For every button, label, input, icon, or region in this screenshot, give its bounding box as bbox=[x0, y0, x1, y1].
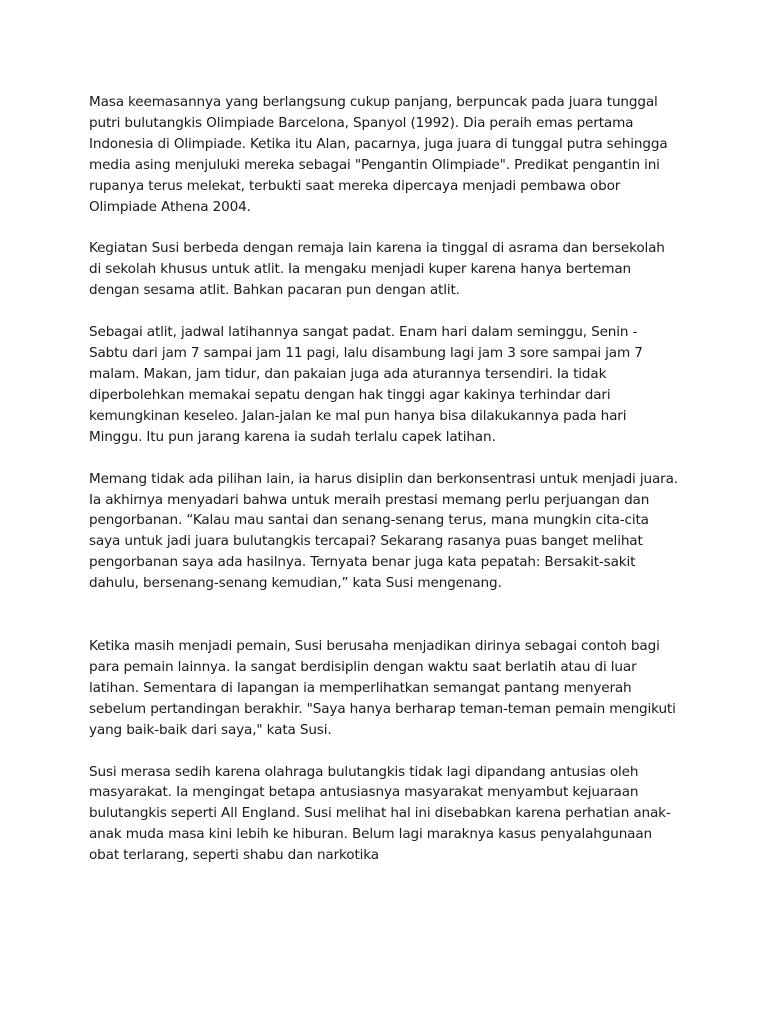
paragraph-3: Sebagai atlit, jadwal latihannya sangat padat. Enam hari dalam seminggu, Senin - Sabtu dari jam 7 sampai jam 11 pagi, lalu disambung lagi jam 3 sore sampai jam 7 malam. Makan, jam tidur, dan pakaian juga ada aturannya tersendiri. Ia tidak diperbolehkan memakai sepatu dengan hak tinggi agar kakinya terhindar dari kemungkinan keseleo. Jalan-jalan ke mal pun hanya bisa dilakukannya pada hari Minggu. Itu pun jarang karena ia sudah terlalu capek latihan. bbox=[89, 324, 643, 445]
paragraph-1: Masa keemasannya yang berlangsung cukup panjang, berpuncak pada juara tunggal putri bulutangkis Olimpiade Barcelona, Spanyol (1992). Dia peraih emas pertama Indonesia di Olimpiade. Ketika itu Alan, pacarnya, juga juara di tunggal putra sehingga media asing menjuluki mereka sebagai "Pengantin Olimpiade". Predikat pengantin ini rupanya terus melekat, terbukti saat mereka dipercaya menjadi pembawa obor Olimpiade Athena 2004. bbox=[89, 94, 668, 215]
paragraph-5: Ketika masih menjadi pemain, Susi berusaha menjadikan dirinya sebagai contoh bagi para pemain lainnya. Ia sangat berdisiplin dengan waktu saat berlatih atau di luar latihan. Sementara di lapangan ia memperlihatkan semangat pantang menyerah sebelum pertandingan berakhir. "Saya hanya berharap teman-teman pemain mengikuti yang baik-baik dari saya," kata Susi. bbox=[89, 638, 676, 738]
paragraph-4: Memang tidak ada pilihan lain, ia harus disiplin dan berkonsentrasi untuk menjadi juara. Ia akhirnya menyadari bahwa untuk meraih prestasi memang perlu perjuangan dan pengorbanan. “Kalau mau santai dan senang-senang terus, mana mungkin cita-cita saya untuk jadi juara bulutangkis tercapai? Sekarang rasanya puas banget melihat pengorbanan saya ada hasilnya. Ternyata benar juga kata pepatah: Bersakit-sakit dahulu, bersenang-senang kemudian,” kata Susi mengenang. bbox=[89, 470, 678, 592]
paragraph-2: Kegiatan Susi berbeda dengan remaja lain karena ia tinggal di asrama dan bersekolah di sekolah khusus untuk atlit. Ia mengaku menjadi kuper karena hanya berteman dengan sesama atlit. Bahkan pacaran pun dengan atlit. bbox=[89, 240, 665, 299]
document-body bbox=[89, 92, 689, 866]
paragraph-6: Susi merasa sedih karena olahraga bulutangkis tidak lagi dipandang antusias oleh masyarakat. Ia mengingat betapa antusiasnya masyarakat menyambut kejuaraan bulutangkis seperti All England. Susi melihat hal ini disebabkan karena perhatian anak- anak muda masa kini lebih ke hiburan. Belum lagi maraknya kasus penyalahgunaan obat terlarang, seperti shabu dan narkotika bbox=[89, 763, 671, 864]
